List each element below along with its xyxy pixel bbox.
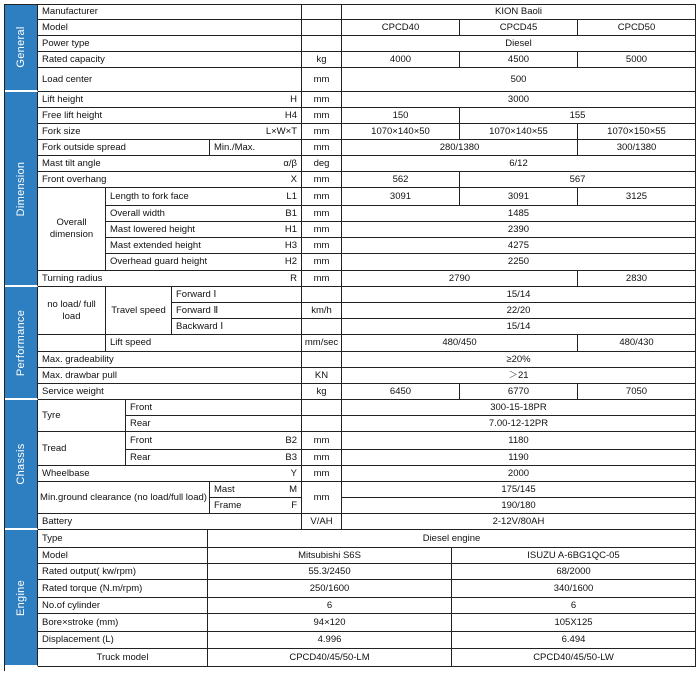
cell-text: Power type	[42, 37, 90, 49]
table-cell	[302, 124, 342, 140]
table-cell	[342, 172, 460, 188]
table-cell	[172, 303, 302, 319]
cell-text: 2390	[507, 223, 530, 235]
table-cell	[38, 92, 302, 108]
table-cell	[342, 238, 696, 254]
cell-text: 55.3/2450	[308, 565, 351, 577]
table-cell	[302, 206, 342, 222]
cell-text: 4500	[507, 53, 530, 65]
cell-text: Overhead guard height	[110, 256, 208, 268]
table-cell	[38, 335, 106, 352]
table-cell	[302, 238, 342, 254]
table-cell	[106, 206, 302, 222]
table-cell	[38, 36, 302, 52]
cell-text: CPCD40	[381, 21, 420, 33]
cell-text: Front overhang	[42, 173, 107, 185]
cell-text: Max. drawbar pull	[42, 369, 117, 381]
table-cell	[342, 20, 460, 36]
cell-text: mm	[313, 207, 330, 219]
cell-text: 15/14	[506, 288, 531, 300]
table-cell	[342, 188, 460, 206]
cell-text: V/AH	[310, 515, 333, 527]
cell-text: 105X125	[554, 616, 593, 628]
table-cell	[302, 4, 342, 20]
cell-text: 7.00-12-12PR	[488, 417, 549, 429]
cell-symbol: H2	[284, 256, 297, 268]
table-cell	[578, 52, 696, 68]
cell-text: 175/145	[501, 483, 536, 495]
cell-symbol: H1	[284, 223, 297, 235]
section-label: Performance	[14, 309, 27, 376]
table-cell	[38, 564, 208, 580]
cell-text: 2250	[507, 256, 530, 268]
cell-text: mm	[313, 125, 330, 137]
cell-text: Lift height	[42, 93, 84, 105]
table-cell	[460, 188, 578, 206]
table-cell	[210, 482, 302, 498]
table-cell	[452, 649, 696, 667]
table-cell	[38, 4, 302, 20]
cell-text: Battery	[42, 515, 73, 527]
table-cell	[342, 450, 696, 466]
table-cell	[342, 156, 696, 172]
cell-text: Rear	[130, 451, 151, 463]
table-cell	[38, 580, 208, 598]
cell-text: km/h	[311, 304, 332, 316]
cell-text: Model	[42, 21, 68, 33]
table-cell	[460, 52, 578, 68]
cell-symbol: α/β	[283, 157, 297, 169]
table-cell	[302, 482, 342, 514]
cell-text: CPCD50	[617, 21, 656, 33]
cell-symbol: B1	[285, 207, 297, 219]
cell-text: no load/ full load	[47, 298, 96, 322]
cell-text: 3000	[507, 93, 530, 105]
table-cell	[302, 384, 342, 400]
cell-text: Rated torque (N.m/rpm)	[42, 582, 143, 594]
table-cell	[452, 564, 696, 580]
cell-text: 6	[326, 599, 333, 611]
cell-symbol: H3	[284, 239, 297, 251]
cell-text: Displacement (L)	[42, 634, 114, 646]
cell-text: Tread	[42, 442, 67, 454]
cell-text: mm	[313, 256, 330, 268]
table-cell	[460, 124, 578, 140]
cell-text: 4.996	[317, 634, 342, 646]
table-cell	[302, 335, 342, 352]
cell-text: Mitsubishi S6S	[298, 549, 361, 561]
cell-text: Load center	[42, 73, 93, 85]
table-cell	[126, 432, 302, 450]
table-cell	[342, 432, 696, 450]
cell-text: CPCD40/45/50-LM	[289, 651, 370, 663]
table-cell	[38, 466, 302, 482]
cell-text: KION Baoli	[495, 5, 542, 17]
table-cell	[342, 514, 696, 530]
table-cell	[208, 530, 696, 548]
table-cell	[302, 52, 342, 68]
table-cell	[38, 271, 302, 287]
table-cell	[38, 632, 208, 649]
cell-text: Lift speed	[110, 337, 152, 349]
cell-text: Forward Ⅰ	[176, 288, 217, 300]
table-cell	[38, 52, 302, 68]
table-cell	[342, 206, 696, 222]
table-cell	[342, 384, 460, 400]
cell-text: No.of cylinder	[42, 599, 101, 611]
table-cell	[208, 548, 452, 564]
cell-text: Tyre	[42, 409, 61, 421]
cell-text: CPCD45	[499, 21, 538, 33]
table-cell	[126, 416, 302, 432]
table-cell	[302, 188, 342, 206]
table-cell	[302, 287, 342, 303]
cell-text: Wheelbase	[42, 467, 90, 479]
table-cell	[342, 498, 696, 514]
table-cell	[342, 36, 696, 52]
table-cell	[452, 580, 696, 598]
table-cell	[302, 172, 342, 188]
cell-text: Truck model	[96, 651, 149, 663]
table-cell	[460, 384, 578, 400]
cell-text: 1190	[508, 451, 529, 463]
cell-text: 5000	[625, 53, 648, 65]
cell-text: Bore×stroke (mm)	[42, 616, 119, 628]
cell-text: CPCD40/45/50-LW	[533, 651, 614, 663]
table-cell	[578, 140, 696, 156]
table-cell	[208, 564, 452, 580]
table-cell	[302, 514, 342, 530]
table-cell	[302, 432, 342, 450]
section-band-chassis	[4, 400, 38, 530]
table-cell	[452, 548, 696, 564]
table-cell	[302, 108, 342, 124]
table-cell	[38, 482, 210, 514]
cell-text: mm	[313, 93, 330, 105]
table-cell	[302, 68, 342, 92]
cell-text: 3091	[507, 190, 530, 202]
table-cell	[38, 172, 302, 188]
section-band-performance	[4, 287, 38, 400]
cell-text: 1070×150×55	[607, 125, 666, 137]
table-cell	[342, 319, 696, 335]
table-cell	[172, 287, 302, 303]
table-cell	[342, 4, 696, 20]
table-cell	[302, 222, 342, 238]
cell-text: 1070×140×50	[371, 125, 430, 137]
cell-symbol: M	[289, 483, 297, 495]
table-cell	[208, 614, 452, 632]
cell-text: Max. gradeability	[42, 353, 114, 365]
section-band-dimension	[4, 92, 38, 287]
cell-text: Mast lowered height	[110, 223, 196, 235]
table-cell	[460, 172, 696, 188]
cell-text: 3091	[389, 190, 412, 202]
table-cell	[208, 580, 452, 598]
table-cell	[106, 222, 302, 238]
cell-text: Type	[42, 532, 63, 544]
cell-text: Travel speed	[111, 304, 166, 316]
table-cell	[302, 140, 342, 156]
table-cell	[208, 632, 452, 649]
cell-text: 4000	[389, 53, 412, 65]
table-cell	[38, 124, 302, 140]
cell-text: Rated output( kw/rpm)	[42, 565, 136, 577]
cell-text: 2000	[507, 467, 530, 479]
cell-text: Turning radius	[42, 272, 103, 284]
cell-text: 6.494	[561, 634, 586, 646]
table-cell	[302, 254, 342, 271]
table-cell	[578, 384, 696, 400]
table-cell	[302, 303, 342, 319]
cell-text: mm	[313, 491, 330, 503]
cell-text: Model	[42, 549, 68, 561]
cell-text: Overall width	[110, 207, 165, 219]
cell-text: 2790	[448, 272, 471, 284]
cell-symbol: X	[290, 173, 297, 185]
table-cell	[342, 400, 696, 416]
cell-text: 480/450	[442, 337, 477, 349]
cell-text: ＞21	[508, 369, 529, 381]
table-cell	[342, 124, 460, 140]
cell-text: Service weight	[42, 385, 104, 397]
table-cell	[172, 319, 302, 335]
table-cell	[106, 188, 302, 206]
table-cell	[452, 598, 696, 614]
table-cell	[38, 287, 106, 335]
cell-symbol: L×W×T	[265, 125, 297, 137]
table-cell	[38, 400, 126, 432]
table-cell	[126, 450, 302, 466]
cell-text: mm	[313, 190, 330, 202]
cell-text: KN	[314, 369, 329, 381]
table-cell	[342, 303, 696, 319]
cell-text: 250/1600	[309, 582, 350, 594]
cell-text: 1485	[507, 207, 530, 219]
cell-text: 22/20	[506, 304, 531, 316]
table-cell	[302, 352, 342, 368]
table-cell	[302, 36, 342, 52]
cell-text: 480/430	[619, 337, 654, 349]
cell-text: Diesel engine	[422, 532, 481, 544]
table-cell	[342, 287, 696, 303]
table-cell	[302, 466, 342, 482]
cell-text: Frame	[214, 499, 242, 511]
table-cell	[126, 400, 302, 416]
section-label: Engine	[14, 579, 27, 616]
section-band-general	[4, 4, 38, 92]
cell-text: 562	[392, 173, 409, 185]
cell-symbol: R	[290, 272, 297, 284]
cell-text: Mast extended height	[110, 239, 201, 251]
cell-text: mm	[313, 272, 330, 284]
table-cell	[342, 335, 578, 352]
table-cell	[38, 649, 208, 667]
cell-text: mm	[313, 223, 330, 235]
table-cell	[302, 400, 342, 416]
table-cell	[208, 649, 452, 667]
cell-text: 6450	[389, 385, 412, 397]
cell-text: deg	[313, 157, 330, 169]
cell-symbol: H4	[284, 109, 297, 121]
table-cell	[342, 271, 578, 287]
table-cell	[578, 271, 696, 287]
cell-text: Overall dimension	[49, 217, 94, 240]
cell-text: 6/12	[509, 157, 528, 169]
cell-symbol: H	[290, 93, 297, 105]
cell-text: mm	[313, 467, 330, 479]
table-cell	[342, 52, 460, 68]
cell-text: Min.ground clearance (no load/full load)	[40, 491, 207, 503]
table-cell	[106, 335, 302, 352]
table-cell	[38, 352, 302, 368]
table-cell	[578, 335, 696, 352]
cell-text: 6	[570, 599, 577, 611]
table-cell	[342, 254, 696, 271]
table-cell	[578, 188, 696, 206]
cell-text: mm	[313, 73, 330, 85]
cell-text: ISUZU A-6BG1QC-05	[527, 549, 620, 561]
cell-text: mm	[313, 239, 330, 251]
cell-text: 2830	[625, 272, 648, 284]
table-cell	[210, 140, 302, 156]
table-cell	[578, 124, 696, 140]
cell-text: mm	[313, 451, 330, 463]
cell-text: kg	[316, 53, 327, 65]
table-cell	[38, 108, 302, 124]
cell-text: Front	[130, 434, 153, 446]
cell-text: 280/1380	[439, 141, 480, 153]
table-cell	[342, 482, 696, 498]
table-cell	[302, 416, 342, 432]
cell-text: Diesel	[505, 37, 532, 49]
cell-text: 2-12V/80AH	[492, 515, 545, 527]
cell-text: 6770	[507, 385, 530, 397]
section-label: Chassis	[14, 443, 27, 485]
table-cell	[578, 20, 696, 36]
table-cell	[106, 287, 172, 335]
table-cell	[38, 384, 302, 400]
table-cell	[342, 140, 578, 156]
table-cell	[342, 92, 696, 108]
cell-text: Mast	[214, 483, 235, 495]
table-cell	[302, 20, 342, 36]
cell-text: Fork size	[42, 125, 81, 137]
cell-text: Fork outside spread	[42, 141, 126, 153]
table-cell	[302, 368, 342, 384]
table-cell	[452, 614, 696, 632]
table-cell	[38, 548, 208, 564]
cell-symbol: Y	[290, 467, 297, 479]
table-cell	[38, 514, 302, 530]
table-cell	[38, 156, 302, 172]
cell-symbol: F	[291, 499, 297, 511]
table-cell	[208, 598, 452, 614]
cell-text: Min./Max.	[214, 141, 256, 153]
table-cell	[210, 498, 302, 514]
cell-text: 150	[392, 109, 409, 121]
cell-text: 300/1380	[616, 141, 657, 153]
table-cell	[38, 188, 106, 271]
table-cell	[302, 319, 342, 335]
cell-text: Front	[130, 401, 153, 413]
cell-text: Mast tilt angle	[42, 157, 101, 169]
table-cell	[342, 108, 460, 124]
cell-text: Manufacturer	[42, 5, 98, 17]
table-cell	[38, 432, 126, 466]
table-cell	[302, 271, 342, 287]
cell-text: 190/180	[501, 499, 536, 511]
cell-symbol: B2	[285, 434, 297, 446]
cell-symbol: B3	[285, 451, 297, 463]
table-cell	[302, 450, 342, 466]
cell-text: mm	[313, 434, 330, 446]
table-cell	[38, 614, 208, 632]
section-label: General	[14, 26, 27, 68]
cell-text: 300-15-18PR	[490, 401, 547, 413]
cell-text: 567	[569, 173, 586, 185]
cell-text: mm	[313, 141, 330, 153]
table-cell	[342, 416, 696, 432]
table-cell	[342, 466, 696, 482]
cell-text: 1180	[508, 434, 529, 446]
cell-text: 68/2000	[556, 565, 591, 577]
cell-text: ≥20%	[506, 353, 531, 365]
cell-text: 155	[569, 109, 586, 121]
cell-text: 94×120	[313, 616, 346, 628]
cell-text: 340/1600	[553, 582, 594, 594]
table-cell	[302, 156, 342, 172]
cell-text: Rated capacity	[42, 53, 105, 65]
table-cell	[38, 368, 302, 384]
table-cell	[342, 352, 696, 368]
cell-text: mm	[313, 173, 330, 185]
table-cell	[38, 598, 208, 614]
cell-text: mm/sec	[304, 337, 339, 349]
cell-text: 15/14	[506, 320, 531, 332]
cell-text: 500	[510, 73, 527, 85]
cell-text: 7050	[625, 385, 648, 397]
cell-text: 4275	[507, 239, 530, 251]
cell-text: Backward Ⅰ	[176, 320, 224, 332]
cell-text: 3125	[625, 190, 648, 202]
cell-text: mm	[313, 109, 330, 121]
cell-text: Rear	[130, 417, 151, 429]
table-cell	[342, 68, 696, 92]
section-label: Dimension	[14, 161, 27, 216]
cell-text: Free lift height	[42, 109, 103, 121]
cell-text: kg	[316, 385, 327, 397]
table-cell	[38, 20, 302, 36]
table-cell	[460, 108, 696, 124]
cell-text: Length to fork face	[110, 190, 189, 202]
cell-text: 1070×140×55	[489, 125, 548, 137]
cell-symbol: L1	[286, 190, 297, 202]
cell-text: Forward Ⅱ	[176, 304, 219, 316]
table-cell	[38, 530, 208, 548]
table-cell	[38, 140, 210, 156]
table-cell	[106, 238, 302, 254]
section-band-engine	[4, 530, 38, 667]
table-cell	[342, 222, 696, 238]
table-cell	[460, 20, 578, 36]
table-cell	[106, 254, 302, 271]
table-cell	[342, 368, 696, 384]
table-cell	[302, 92, 342, 108]
table-cell	[452, 632, 696, 649]
table-cell	[38, 68, 302, 92]
